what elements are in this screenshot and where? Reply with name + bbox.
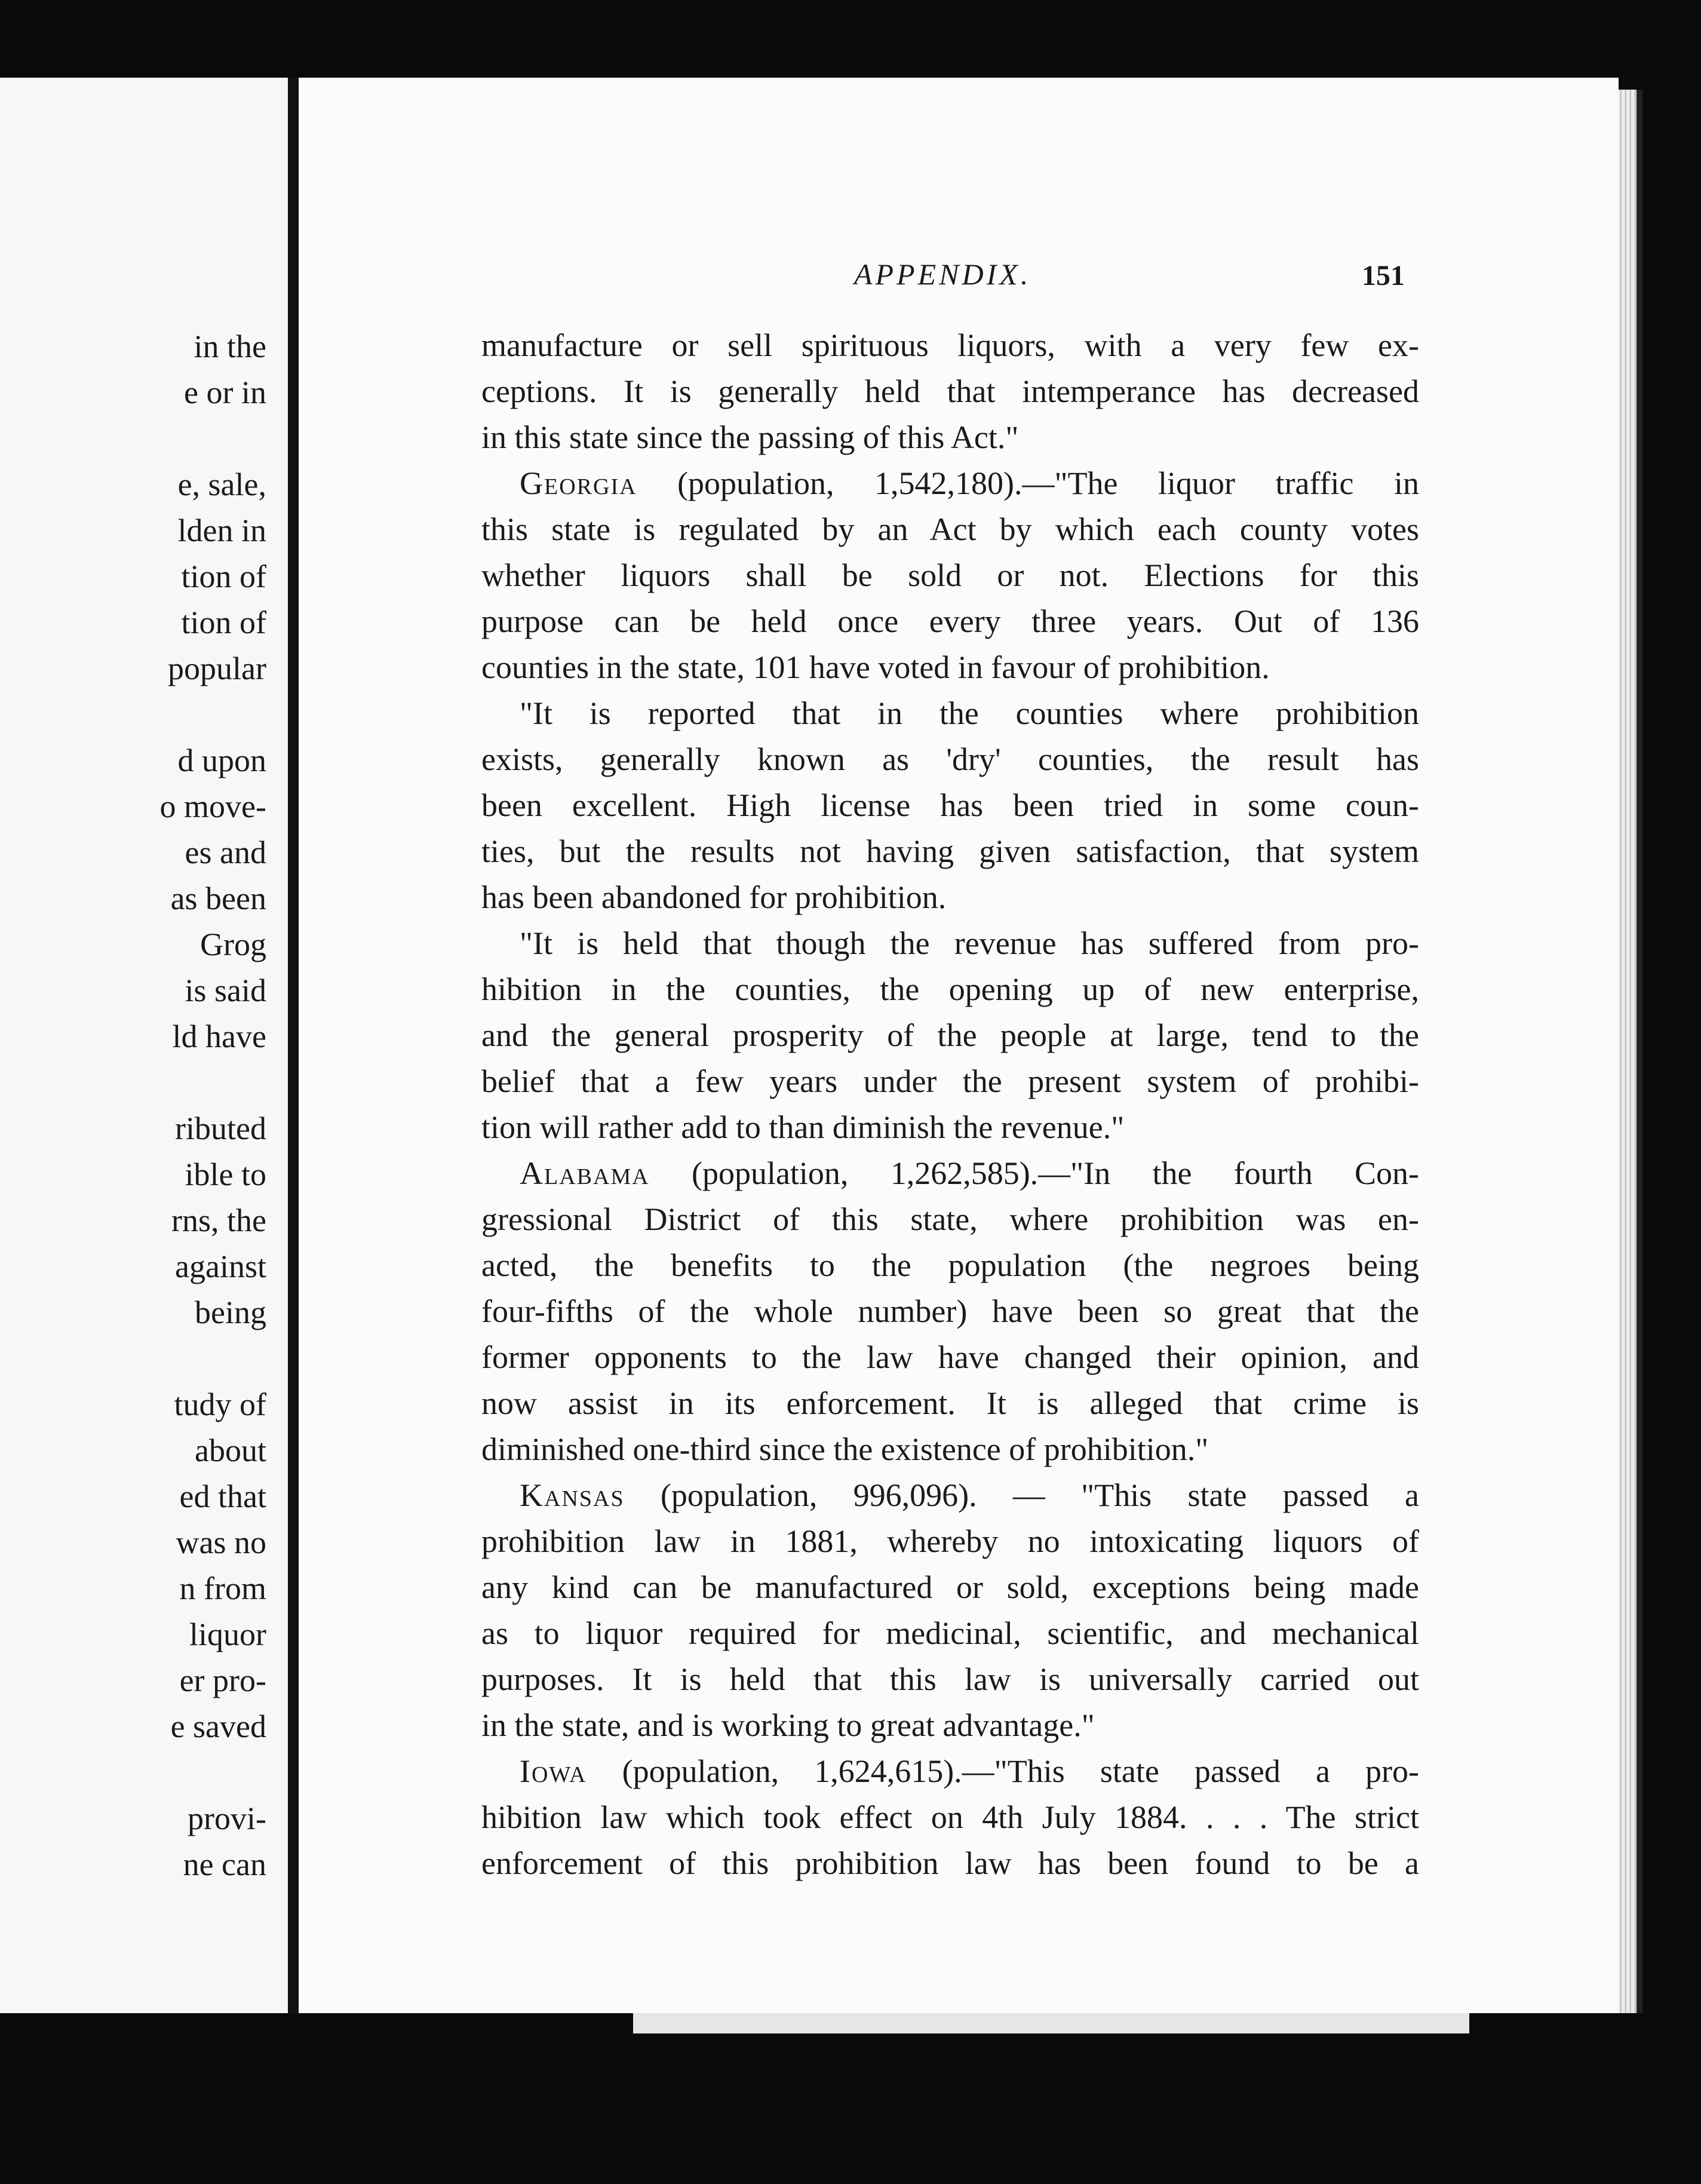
body-text xyxy=(481,323,1419,1887)
text-line: now assist in its enforcement. It is alleged that crime is xyxy=(481,1385,1419,1421)
left-line: liquor xyxy=(189,1616,266,1652)
paragraph-alabama xyxy=(481,1151,1419,1473)
text-line: diminished one-third since the existence of prohibition." xyxy=(481,1431,1209,1467)
left-line: lden in xyxy=(177,513,266,548)
left-line: ributed xyxy=(175,1111,266,1146)
text-run: (population, 1,542,180).—"The liquor traffic in xyxy=(637,465,1419,501)
left-line: o move- xyxy=(159,789,266,824)
left-line: in the xyxy=(194,329,266,364)
left-line: being xyxy=(195,1295,266,1330)
text-line: purposes. It is held that this law is universally carried out xyxy=(481,1661,1419,1697)
left-line: d upon xyxy=(177,743,266,778)
text-run: (population, 996,096). — "This state passed a xyxy=(624,1477,1419,1513)
paragraph-georgia xyxy=(481,461,1419,691)
running-header xyxy=(299,257,1619,305)
text-line: been excellent. High license has been tried in some coun- xyxy=(481,787,1419,823)
left-page-text xyxy=(4,324,266,1888)
text-line: as to liquor required for medicinal, scientific, and mechanical xyxy=(481,1615,1419,1651)
main-page xyxy=(299,78,1619,2013)
left-line: tion of xyxy=(181,559,266,594)
text-line: whether liquors shall be sold or not. Elections for this xyxy=(481,557,1419,593)
state-name: Alabama xyxy=(520,1155,650,1191)
left-line: er pro- xyxy=(179,1662,266,1698)
left-line: was no xyxy=(176,1524,266,1560)
text-line: four-fifths of the whole number) have been so great that the xyxy=(481,1293,1419,1329)
left-line: e, sale, xyxy=(177,467,266,502)
left-line: ible to xyxy=(185,1157,266,1192)
text-line xyxy=(481,1749,1419,1795)
left-line: rns, the xyxy=(171,1203,266,1238)
left-line: tion of xyxy=(181,605,266,640)
left-line: ne can xyxy=(183,1846,266,1882)
left-line xyxy=(4,416,266,462)
paragraph-quote-2 xyxy=(481,921,1419,1151)
left-line: is said xyxy=(185,973,266,1008)
left-line: provi- xyxy=(188,1800,266,1836)
page-edge-shadow xyxy=(1636,90,1642,2013)
paragraph-continuation xyxy=(481,323,1419,461)
state-name: Kansas xyxy=(520,1477,625,1513)
text-run: (population, 1,624,615).—"This state passed a pro- xyxy=(587,1753,1419,1789)
text-line xyxy=(481,461,1419,507)
text-line: "It is reported that in the counties where prohibition xyxy=(520,695,1419,731)
text-line: gressional District of this state, where prohibition was en- xyxy=(481,1201,1419,1237)
left-line: Grog xyxy=(200,927,266,962)
state-name: Georgia xyxy=(520,465,637,501)
text-line: ceptions. It is generally held that intemperance has decreased xyxy=(481,373,1419,409)
left-line xyxy=(4,1060,266,1106)
left-line: e saved xyxy=(170,1708,266,1744)
page-number: 151 xyxy=(1362,260,1405,292)
text-line: hibition in the counties, the opening up of new enterprise, xyxy=(481,971,1419,1007)
text-line: former opponents to the law have changed their opinion, and xyxy=(481,1339,1419,1375)
text-line: enforcement of this prohibition law has been found to be a xyxy=(481,1845,1419,1881)
text-line xyxy=(481,1473,1419,1519)
book-gutter xyxy=(288,78,297,2013)
text-line: this state is regulated by an Act by which each county votes xyxy=(481,511,1419,547)
left-line: es and xyxy=(185,835,266,870)
left-line: as been xyxy=(170,881,266,916)
text-line: has been abandoned for prohibition. xyxy=(481,879,947,915)
left-line: ed that xyxy=(179,1479,266,1514)
text-line: tion will rather add to than diminish the revenue." xyxy=(481,1109,1125,1145)
left-line: ld have xyxy=(172,1019,266,1054)
left-line xyxy=(4,1750,266,1796)
left-line xyxy=(4,692,266,738)
text-line: prohibition law in 1881, whereby no intoxicating liquors of xyxy=(481,1523,1419,1559)
left-line: tudy of xyxy=(174,1387,266,1422)
text-line: "It is held that though the revenue has suffered from pro- xyxy=(520,925,1419,961)
text-line: in the state, and is working to great advantage." xyxy=(481,1707,1095,1743)
text-line: ties, but the results not having given satisfaction, that system xyxy=(481,833,1419,869)
text-line: acted, the benefits to the population (the negroes being xyxy=(481,1247,1419,1283)
paragraph-iowa xyxy=(481,1749,1419,1887)
running-title: APPENDIX. xyxy=(854,257,1031,291)
text-line: any kind can be manufactured or sold, exceptions being made xyxy=(481,1569,1419,1605)
page-bottom-edge xyxy=(633,2013,1469,2033)
text-line: manufacture or sell spirituous liquors, with a very few ex- xyxy=(481,327,1419,363)
text-line: exists, generally known as 'dry' counties, the result has xyxy=(481,741,1419,777)
left-line: e or in xyxy=(184,375,266,410)
text-line: purpose can be held once every three years. Out of 136 xyxy=(481,603,1419,639)
left-line: popular xyxy=(168,651,266,686)
left-facing-page xyxy=(0,78,288,2013)
left-line: about xyxy=(195,1433,266,1468)
left-line: against xyxy=(175,1249,266,1284)
paragraph-quote-1 xyxy=(481,691,1419,921)
text-line: counties in the state, 101 have voted in favour of prohibition. xyxy=(481,649,1270,685)
paragraph-kansas xyxy=(481,1473,1419,1749)
text-run: (population, 1,262,585).—"In the fourth Con- xyxy=(649,1155,1419,1191)
text-line: belief that a few years under the present system of prohibi- xyxy=(481,1063,1419,1099)
state-name: Iowa xyxy=(520,1753,587,1789)
text-line: and the general prosperity of the people at large, tend to the xyxy=(481,1017,1419,1053)
text-line: hibition law which took effect on 4th July 1884. . . . The strict xyxy=(481,1799,1419,1835)
text-line: in this state since the passing of this Act." xyxy=(481,419,1019,455)
text-line xyxy=(481,1151,1419,1197)
left-line xyxy=(4,1336,266,1382)
left-line: n from xyxy=(179,1570,266,1606)
